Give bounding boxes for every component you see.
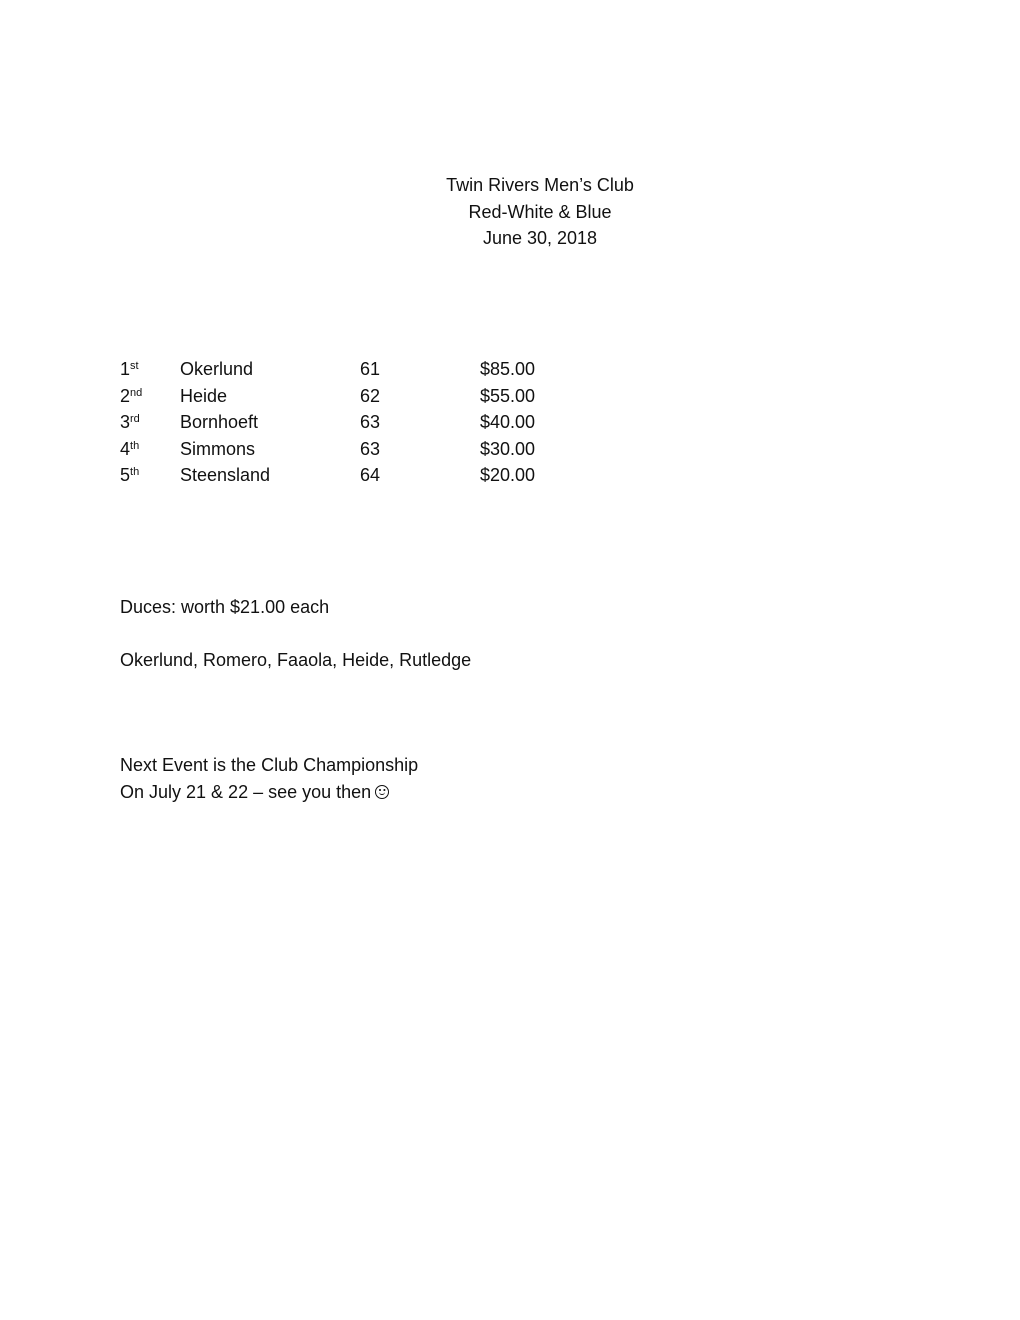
player-name: Okerlund [180,359,254,379]
player-name: Steensland [180,465,271,485]
result-row [120,356,620,383]
prize-amount: $85.00 [480,359,536,379]
player-score: 61 [360,359,381,379]
duces-names: Okerlund, Romero, Faaola, Heide, Rutledge [120,650,472,670]
place: 1st [120,359,139,379]
smiley-icon [375,785,389,799]
player-name: Heide [180,385,228,406]
prize-amount: $20.00 [480,465,536,485]
player-score: 62 [360,385,381,406]
duces-title: Duces: worth $21.00 each [120,597,330,617]
place: 2nd [120,385,143,406]
event-name: Red-White & Blue [468,201,612,222]
result-row [120,383,620,410]
player-score: 63 [360,438,381,459]
results-list [120,356,620,489]
player-score: 63 [360,412,381,432]
player-score: 64 [360,465,381,485]
next-event [120,752,418,805]
next-event-line-1: Next Event is the Club Championship [120,755,419,775]
result-row [120,462,620,489]
document-header [340,172,740,252]
prize-amount: $40.00 [480,412,536,432]
result-row [120,409,620,436]
prize-amount: $30.00 [480,438,536,459]
event-date: June 30, 2018 [482,228,598,248]
player-name: Simmons [180,438,256,459]
club-name: Twin Rivers Men’s Club [446,175,634,195]
place: 5th [120,465,140,485]
result-row [120,436,620,463]
place: 4th [120,438,140,459]
next-event-line-2: On July 21 & 22 – see you then [120,779,418,806]
player-name: Bornhoeft [180,412,259,432]
prize-amount: $55.00 [480,385,536,406]
place: 3rd [120,412,140,432]
